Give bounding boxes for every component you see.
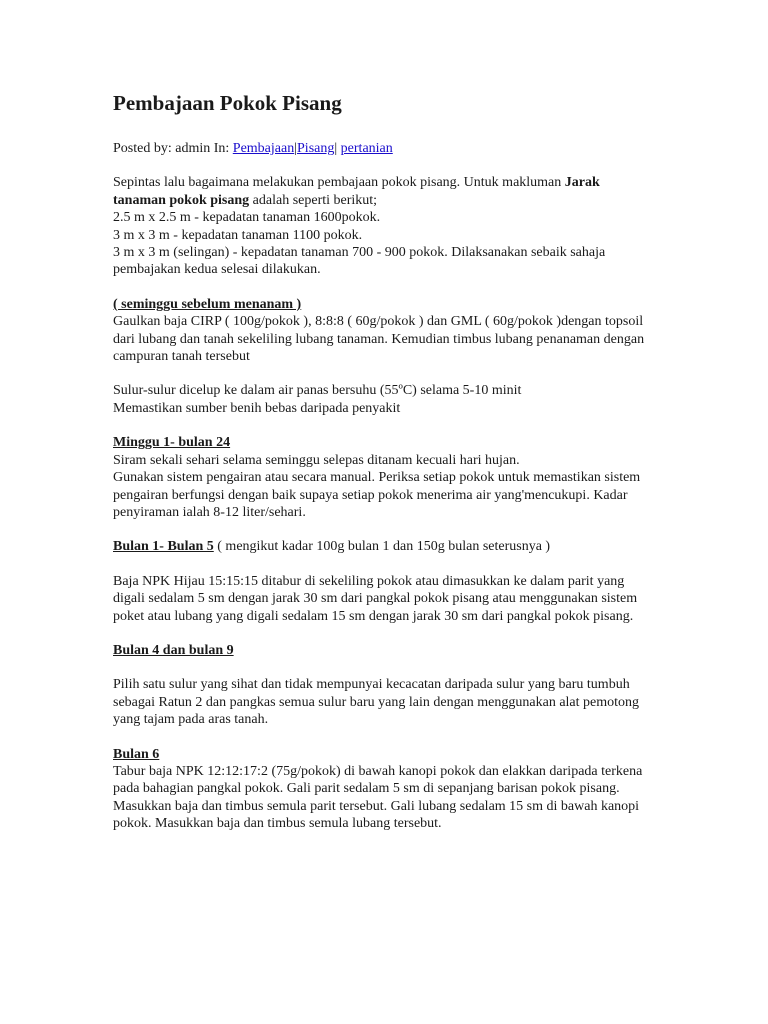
section-month4-9-heading xyxy=(113,642,653,659)
intro-bold-text: Jarak tanaman pokok pisang xyxy=(113,175,600,208)
section-week-before-planting xyxy=(113,296,653,366)
section-text: Gaulkan baja CIRP ( 100g/pokok ), 8:8:8 ( 60g/pokok ) dan GML ( 60g/pokok )dengan topsoil dari lubang dan tanah sekeliling lubang tanaman. Kemudian timbus lubang penanaman dengan campuran tanah tersebut xyxy=(113,314,645,365)
section-note: ( mengikut kadar 100g bulan 1 dan 150g bulan seterusnya ) xyxy=(213,539,551,555)
category-link-pertanian[interactable]: pertanian xyxy=(340,141,393,156)
section-month1-5-text: Baja NPK Hijau 15:15:15 ditabur di sekeliling pokok atau dimasukkan ke dalam parit yang digali sedalam 5 sm dengan jarak 30 sm dari pangkal pokok pisang atau menggunakan sistem poket atau lubang yang digali sedalam 15 sm dengan jarak 30 sm dari pangkal pokok pisang. xyxy=(113,573,638,624)
intro-paragraph xyxy=(113,174,653,278)
category-separator: | xyxy=(294,141,298,156)
section-text: Gunakan sistem pengairan atau secara manual. Periksa setiap pokok untuk memastikan sistem pengairan berfungsi dengan baik supaya setiap pokok menerima air yang'mencukupi. Kadar penyiraman ialah 8-12 liter/sehari. xyxy=(113,470,641,520)
section-month4-9-text: Pilih satu sulur yang sihat dan tidak mempunyai kecacatan daripada sulur yang baru tumbuh sebagai Ratun 2 dan pangkas semua sulur baru yang lain dengan menggunakan alat pemotong yang tajam pada aras tanah. xyxy=(113,677,640,728)
section-week1-month24 xyxy=(113,434,653,521)
section-heading: ( seminggu sebelum menanam ) xyxy=(113,296,302,312)
section-month1-5-heading xyxy=(113,538,653,555)
section-sucker-treatment xyxy=(113,382,653,417)
section-line: Sulur-sulur dicelup ke dalam air panas bersuhu (55ºC) selama 5-10 minit xyxy=(113,383,522,399)
section-text: Tabur baja NPK 12:12:17:2 (75g/pokok) di bawah kanopi pokok dan elakkan daripada terkena pada bahagian pangkal pokok. Gali parit sedalam 5 sm di sepanjang barisan pokok pisang. Masukkan baja dan timbus semula parit tersebut. Gali lubang sedalam 15 sm di bawah kanopi pokok. Masukkan baja dan timbus semula lubang tersebut. xyxy=(113,763,643,832)
posted-by-text: Posted by: admin In: xyxy=(113,141,233,156)
category-separator: | xyxy=(334,141,338,156)
section-heading: Bulan 6 xyxy=(113,746,160,762)
section-heading: Bulan 4 dan bulan 9 xyxy=(113,642,234,658)
post-meta xyxy=(113,140,653,157)
section-heading: Bulan 1- Bulan 5 xyxy=(113,539,214,555)
category-link-pembajaan[interactable]: Pembajaan xyxy=(232,141,295,156)
spacing-line: 2.5 m x 2.5 m - kepadatan tanaman 1600pokok. xyxy=(113,210,381,226)
section-heading: Minggu 1- bulan 24 xyxy=(113,435,231,451)
section-line: Memastikan sumber benih bebas daripada penyakit xyxy=(113,400,401,416)
page-title: Pembajaan Pokok Pisang xyxy=(113,91,342,115)
category-link-pisang[interactable]: Pisang xyxy=(297,141,335,156)
spacing-line: 3 m x 3 m - kepadatan tanaman 1100 pokok. xyxy=(113,227,363,243)
spacing-line: 3 m x 3 m (selingan) - kepadatan tanaman 700 - 900 pokok. Dilaksanakan sebaik sahaja pembajakan kedua selesai dilakukan. xyxy=(113,245,606,278)
intro-text-end: adalah seperti berikut; xyxy=(249,192,378,208)
section-line: Siram sekali sehari selama seminggu selepas ditanam kecuali hari hujan. xyxy=(113,452,520,468)
intro-text: Sepintas lalu bagaimana melakukan pembajaan pokok pisang. Untuk makluman xyxy=(113,175,565,191)
section-month6 xyxy=(113,746,653,833)
document-page xyxy=(113,88,653,850)
